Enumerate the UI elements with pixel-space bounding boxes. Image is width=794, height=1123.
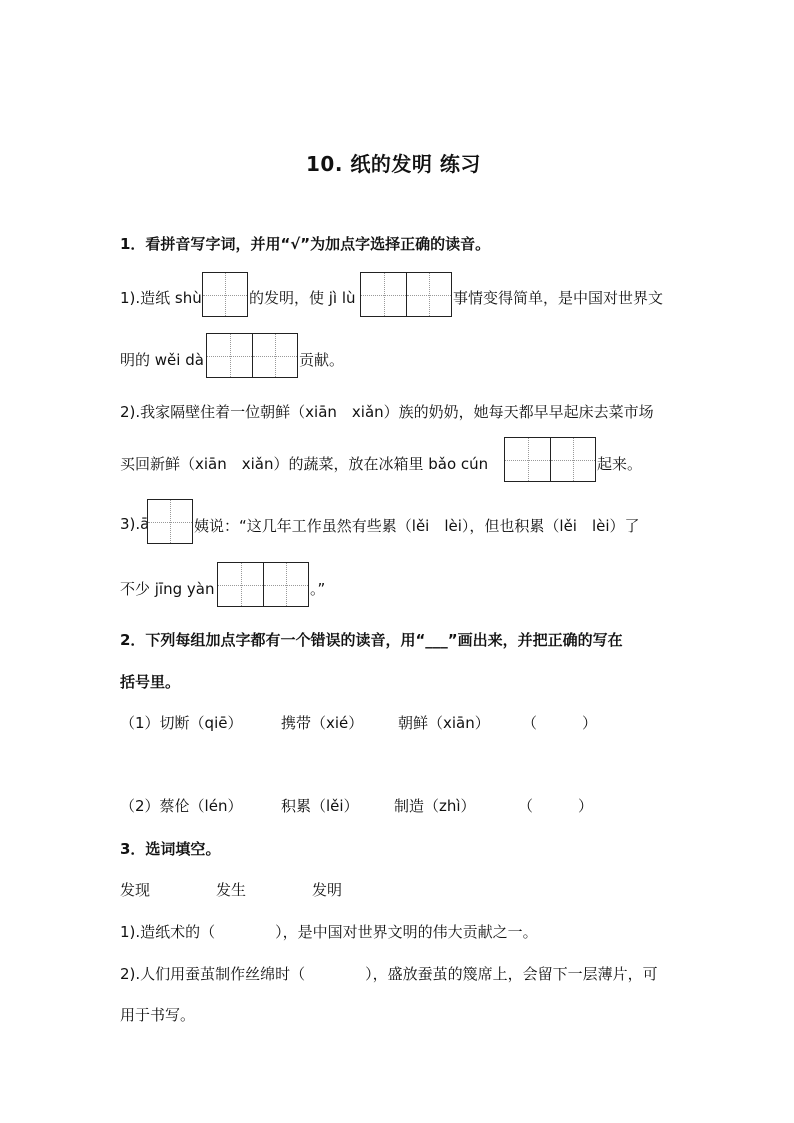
q3-word-2: 发生: [216, 881, 247, 899]
q3-word-1: 发现: [120, 881, 151, 899]
q1-heading: 1．看拼音写字词，并用“√”为加点字选择正确的读音。: [120, 235, 491, 253]
q1-s3-text-a: 3).ā: [120, 515, 150, 533]
q3-s2-line2: 用于书写。: [120, 1006, 196, 1024]
q3-word-3: 发明: [312, 881, 343, 899]
q1-s2-grid-baocun: [504, 437, 596, 482]
q1-s1-text-b: 的发明，使 jì lù: [249, 289, 356, 307]
q2-row2-item3: 制造（zhì）: [394, 797, 476, 815]
q1-s1-grid-shu: [202, 272, 248, 317]
page-title: 10. 纸的发明 练习: [306, 152, 481, 176]
q2-row2-item2: 积累（lěi）: [281, 797, 359, 815]
q1-s3-grid-a: [147, 499, 193, 544]
q1-s1-grid-weida: [206, 333, 298, 378]
q1-s1-text-c: 事情变得简单，是中国对世界文: [453, 289, 664, 307]
q1-s3-text-c: 不少 jīng yàn: [120, 580, 215, 598]
q1-s2-text-a: 2).我家隔壁住着一位朝鲜（xiān xiǎn）族的奶奶，她每天都早早起床去菜市场: [120, 403, 654, 421]
q3-heading: 3．选词填空。: [120, 840, 221, 858]
q1-s3-text-b: 姨说：“这几年工作虽然有些累（lěi lèi），但也积累（lěi lèi）了: [194, 517, 640, 535]
q1-s2-text-b: 买回新鲜（xiān xiǎn）的蔬菜，放在冰箱里 bǎo cún: [120, 455, 489, 473]
q1-s3-grid-jingyan: [217, 562, 309, 607]
q2-row1-item2: 携带（xié）: [281, 714, 364, 732]
q1-s2-text-c: 起来。: [597, 455, 643, 473]
q1-s3-text-d: 。”: [310, 580, 326, 598]
q2-row1-item3: 朝鲜（xiān）: [398, 714, 490, 732]
q1-s1-text-e: 贡献。: [299, 351, 345, 369]
q2-row2-item1: （2）蔡伦（lén）: [120, 797, 243, 815]
q2-heading-line2: 括号里。: [120, 673, 181, 691]
q1-s1-text-d: 明的 wěi dà: [120, 351, 204, 369]
q2-heading-line1: 2．下列每组加点字都有一个错误的读音，用“___”画出来，并把正确的写在: [120, 631, 623, 649]
q1-s1-grid-jilu: [360, 272, 452, 317]
q2-row1-item1: （1）切断（qiē）: [120, 714, 243, 732]
q1-s1-text-a: 1).造纸 shù: [120, 289, 202, 307]
q2-row2-answer: （ ）: [518, 797, 594, 815]
q3-s2-line1: 2).人们用蚕茧制作丝绵时（ ），盛放蚕茧的篾席上，会留下一层薄片，可: [120, 965, 658, 983]
q3-s1: 1).造纸术的（ ），是中国对世界文明的伟大贡献之一。: [120, 923, 538, 941]
q2-row1-answer: （ ）: [522, 714, 598, 732]
